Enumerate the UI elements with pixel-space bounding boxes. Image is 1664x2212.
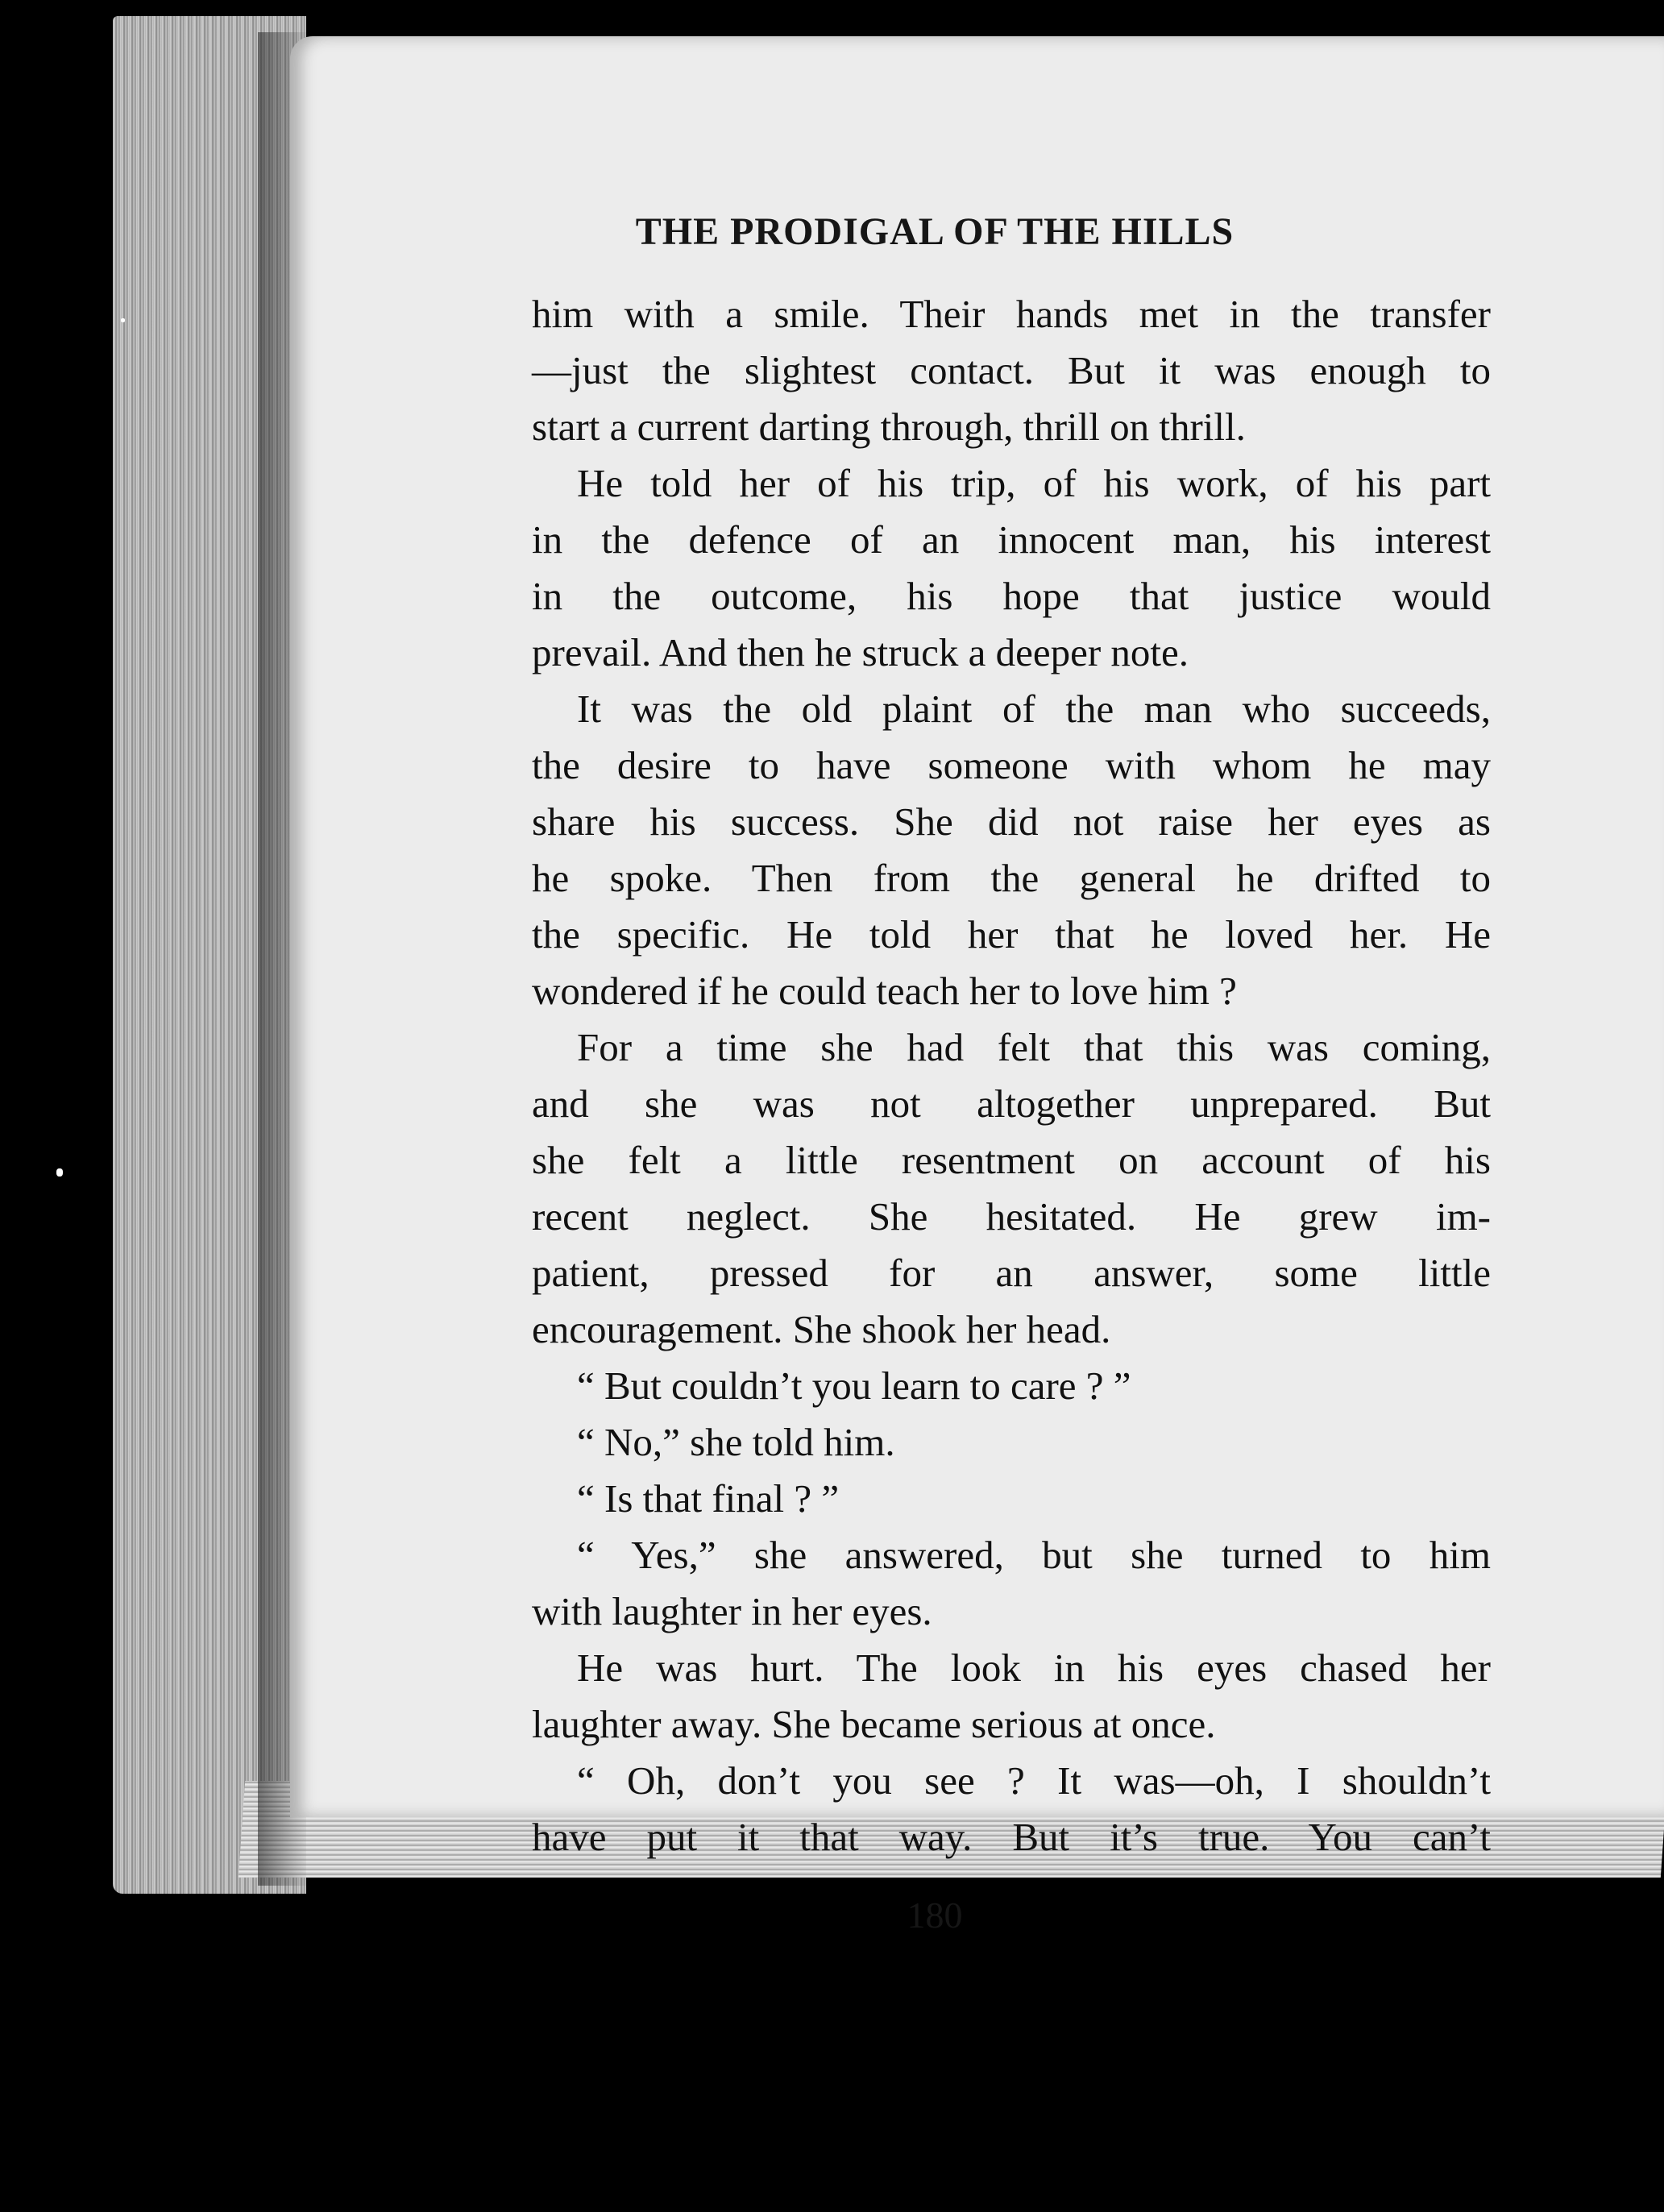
scan-speck — [121, 318, 125, 322]
text-line: “ Oh, don’t you see ? It was—oh, I shouldn’t — [577, 1758, 1491, 1803]
text-line: It was the old plaint of the man who succeeds, — [577, 687, 1491, 731]
text-line: For a time she had felt that this was coming, — [577, 1025, 1491, 1069]
page-number: 180 — [907, 1895, 963, 1936]
text-line: He told her of his trip, of his work, of his part — [577, 461, 1491, 505]
text-line: recent neglect. She hesitated. He grew im- — [532, 1194, 1491, 1239]
text-line: “ But couldn’t you learn to care ? ” — [577, 1363, 1131, 1408]
text-line: the specific. He told her that he loved her. He — [532, 912, 1491, 957]
text-line: start a current darting through, thrill on thrill. — [532, 405, 1246, 449]
body-text — [532, 286, 1491, 1865]
running-head: THE PRODIGAL OF THE HILLS — [635, 210, 1235, 253]
text-line: prevail. And then he struck a deeper note. — [532, 630, 1189, 674]
text-line: and she was not altogether unprepared. But — [532, 1081, 1491, 1126]
text-line: share his success. She did not raise her eyes as — [532, 799, 1491, 844]
text-line: she felt a little resentment on account of his — [532, 1138, 1491, 1182]
text-line: in the outcome, his hope that justice would — [532, 574, 1491, 618]
text-line: him with a smile. Their hands met in the transfer — [532, 292, 1491, 336]
text-line: —just the slightest contact. But it was enough to — [532, 348, 1491, 392]
text-line: have put it that way. But it’s true. You can’t — [532, 1815, 1491, 1859]
text-line: encouragement. She shook her head. — [532, 1307, 1111, 1351]
text-line: He was hurt. The look in his eyes chased her — [577, 1646, 1491, 1690]
text-line: in the defence of an innocent man, his interest — [532, 517, 1491, 562]
text-line: wondered if he could teach her to love him ? — [532, 969, 1237, 1013]
scan-speck — [56, 1168, 63, 1177]
text-line: patient, pressed for an answer, some little — [532, 1251, 1491, 1295]
text-line: with laughter in her eyes. — [532, 1589, 932, 1633]
text-line: “ Yes,” she answered, but she turned to him — [577, 1533, 1491, 1577]
text-line: laughter away. She became serious at once. — [532, 1702, 1216, 1746]
text-line: “ Is that final ? ” — [577, 1476, 840, 1521]
book-page — [290, 36, 1664, 1936]
text-line: he spoke. Then from the general he drifted to — [532, 856, 1491, 900]
text-line: “ No,” she told him. — [577, 1420, 895, 1464]
text-line: the desire to have someone with whom he may — [532, 743, 1491, 787]
